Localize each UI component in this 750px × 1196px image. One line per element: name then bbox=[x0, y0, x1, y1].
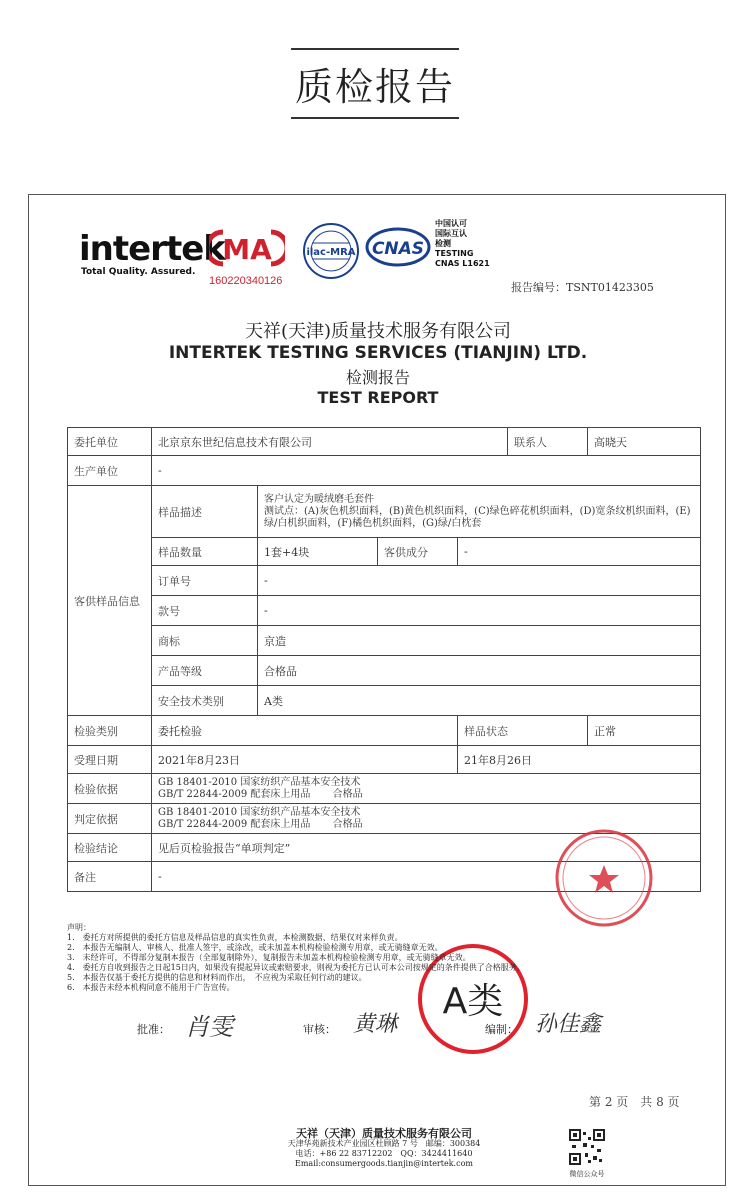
cnas-line: TESTING bbox=[435, 249, 474, 258]
table-row bbox=[68, 486, 701, 538]
cnas-line: 中国认可 bbox=[435, 219, 467, 228]
safety-label: 安全技术类别 bbox=[152, 686, 258, 716]
producer-value: - bbox=[152, 456, 701, 486]
table-row bbox=[68, 538, 701, 566]
page-heading-wrap bbox=[0, 48, 750, 119]
remarks-label: 备注 bbox=[68, 862, 152, 892]
footer-contact: 电话：+86 22 83712202 QQ：3424411640 bbox=[295, 1149, 473, 1158]
sample-desc-line: 测试点：(A)灰色机织面料，(B)黄色机织面料，(C)绿色碎花机织面料，(D)宽条纹机织面料，(E)绿/白机织面料，(F)橘色机织面料，(G)绿/白枕套 bbox=[264, 505, 691, 529]
company-name-en: INTERTEK TESTING SERVICES (TIANJIN) LTD. bbox=[168, 343, 588, 363]
statement-notes bbox=[67, 923, 707, 993]
basis-line-grade: 合格品 bbox=[332, 788, 363, 800]
sample-state-value: 正常 bbox=[588, 716, 701, 746]
basis-value bbox=[152, 774, 701, 804]
note-item: 3. 未经许可，不得部分复制本报告（全部复制除外），复制报告未加盖本机构检验检测专用章，或无骑缝章无效。 bbox=[67, 953, 471, 962]
conclusion-value: 见后页检验报告“单项判定” bbox=[152, 834, 701, 862]
company-name-cn: 天祥(天津)质量技术服务有限公司 bbox=[244, 321, 512, 342]
wechat-qr-icon bbox=[569, 1129, 605, 1165]
intertek-tagline: Total Quality. Assured. bbox=[81, 267, 196, 277]
order-label: 订单号 bbox=[152, 566, 258, 596]
page-number: 第 2 页 共 8 页 bbox=[589, 1095, 680, 1109]
report-document bbox=[28, 194, 726, 1186]
cnas-accreditation-text bbox=[435, 219, 490, 269]
brand-label: 商标 bbox=[152, 626, 258, 656]
basis-line bbox=[158, 789, 694, 801]
finish-date-fragment: 21年8月26日 bbox=[458, 746, 701, 774]
note-item: 6. 本报告未经本机构同意不能用于广告宣传。 bbox=[67, 983, 235, 992]
ma-logo bbox=[209, 229, 285, 267]
client-value: 北京京东世纪信息技术有限公司 bbox=[152, 428, 508, 456]
table-row bbox=[68, 626, 701, 656]
approve-label: 批准： bbox=[137, 1023, 170, 1036]
qty-value: 1套+4块 bbox=[258, 538, 378, 566]
edit-signature: 孙佳鑫 bbox=[535, 1012, 602, 1037]
notes-title: 声明： bbox=[67, 923, 91, 932]
note-item: 2. 本报告无编制人、审核人、批准人签字，或涂改，或未加盖本机构检验检测专用章，或无骑缝章无效。 bbox=[67, 943, 443, 952]
approve-signature: 肖雯 bbox=[185, 1013, 233, 1041]
style-value: - bbox=[258, 596, 701, 626]
sample-desc-label: 样品描述 bbox=[152, 486, 258, 538]
test-type-label: 检验类别 bbox=[68, 716, 152, 746]
review-label: 审核： bbox=[303, 1023, 336, 1036]
table-row bbox=[68, 428, 701, 456]
table-row bbox=[68, 686, 701, 716]
report-title-en: TEST REPORT bbox=[317, 388, 439, 407]
grade-value: 合格品 bbox=[258, 656, 701, 686]
sample-state-label: 样品状态 bbox=[458, 716, 588, 746]
ma-mark-text: MA bbox=[222, 233, 272, 266]
report-info-table bbox=[67, 427, 701, 892]
footer-address: 天津华苑新技术产业园区杜顾路 7 号 邮编：300384 bbox=[287, 1139, 481, 1148]
table-row bbox=[68, 774, 701, 804]
qr-label: 微信公众号 bbox=[569, 1170, 605, 1178]
page-heading: 质检报告 bbox=[291, 48, 459, 119]
contact-label: 联系人 bbox=[508, 428, 588, 456]
safety-value: A类 bbox=[258, 686, 701, 716]
client-label: 委托单位 bbox=[68, 428, 152, 456]
qty-label: 样品数量 bbox=[152, 538, 258, 566]
sample-desc-line: 客户认定为暖绒磨毛套件 bbox=[264, 493, 374, 505]
contact-value: 高晓天 bbox=[588, 428, 701, 456]
judge-line: GB 18401-2010 国家纺织产品基本安全技术 bbox=[158, 806, 361, 818]
ilac-mra-logo bbox=[301, 221, 361, 281]
table-row bbox=[68, 596, 701, 626]
report-title-cn: 检测报告 bbox=[345, 368, 410, 387]
cnas-line: 检测 bbox=[435, 239, 451, 248]
review-signature: 黄琳 bbox=[353, 1012, 398, 1037]
cnas-line: 国际互认 bbox=[435, 229, 467, 238]
composition-label: 客供成分 bbox=[378, 538, 458, 566]
report-footer bbox=[229, 1129, 539, 1169]
basis-line: GB 18401-2010 国家纺织产品基本安全技术 bbox=[158, 776, 361, 788]
footer-company: 天祥（天津）质量技术服务有限公司 bbox=[296, 1127, 472, 1140]
conclusion-label: 检验结论 bbox=[68, 834, 152, 862]
grade-label: 产品等级 bbox=[152, 656, 258, 686]
edit-label: 编制： bbox=[485, 1023, 518, 1036]
report-number: 报告编号：TSNT01423305 bbox=[511, 281, 654, 294]
table-row bbox=[68, 656, 701, 686]
judge-line-grade: 合格品 bbox=[332, 818, 363, 830]
style-label: 款号 bbox=[152, 596, 258, 626]
zoom-badge-text: A类 bbox=[442, 981, 504, 1022]
producer-label: 生产单位 bbox=[68, 456, 152, 486]
basis-label: 检验依据 bbox=[68, 774, 152, 804]
company-seal-stamp bbox=[553, 827, 655, 929]
table-row bbox=[68, 716, 701, 746]
ilac-mark-text: ilac-MRA bbox=[306, 247, 356, 258]
note-item: 4. 委托方自收到报告之日起15日内，如果没有提起异议或索赔要求，则视为委托方已认可本公司按规定的条件提供了合格服务。 bbox=[67, 963, 525, 972]
sample-desc-value bbox=[258, 486, 701, 538]
table-row bbox=[68, 746, 701, 774]
note-item: 5. 本报告仅基于委托方提供的信息和材料而作出， 不应视为采取任何行动的建议。 bbox=[67, 973, 367, 982]
intertek-logo: intertek bbox=[79, 229, 225, 269]
table-row bbox=[68, 456, 701, 486]
cnas-mark-text: CNAS bbox=[371, 239, 425, 259]
signature-row bbox=[67, 1005, 707, 1045]
cnas-logo bbox=[365, 225, 431, 269]
received-value: 2021年8月23日 bbox=[152, 746, 458, 774]
received-label: 受理日期 bbox=[68, 746, 152, 774]
sample-info-label: 客供样品信息 bbox=[68, 486, 152, 716]
cnas-line: CNAS L1621 bbox=[435, 259, 490, 268]
judge-label: 判定依据 bbox=[68, 804, 152, 834]
brand-value: 京造 bbox=[258, 626, 701, 656]
table-row bbox=[68, 566, 701, 596]
note-item: 1. 委托方对所提供的委托方信息及样品信息的真实性负责，本检测数据、结果仅对来样负责。 bbox=[67, 933, 403, 942]
composition-value: - bbox=[458, 538, 701, 566]
basis-line-standard: GB/T 22844-2009 配套床上用品 bbox=[158, 788, 311, 800]
ma-number: 160220340126 bbox=[209, 275, 283, 287]
judge-line-standard: GB/T 22844-2009 配套床上用品 bbox=[158, 818, 311, 830]
footer-email: Email:consumergoods.tianjin@intertek.com bbox=[295, 1159, 473, 1168]
seal-star-icon bbox=[589, 865, 619, 893]
order-value: - bbox=[258, 566, 701, 596]
remarks-value: - bbox=[152, 862, 701, 892]
test-type-value: 委托检验 bbox=[152, 716, 458, 746]
